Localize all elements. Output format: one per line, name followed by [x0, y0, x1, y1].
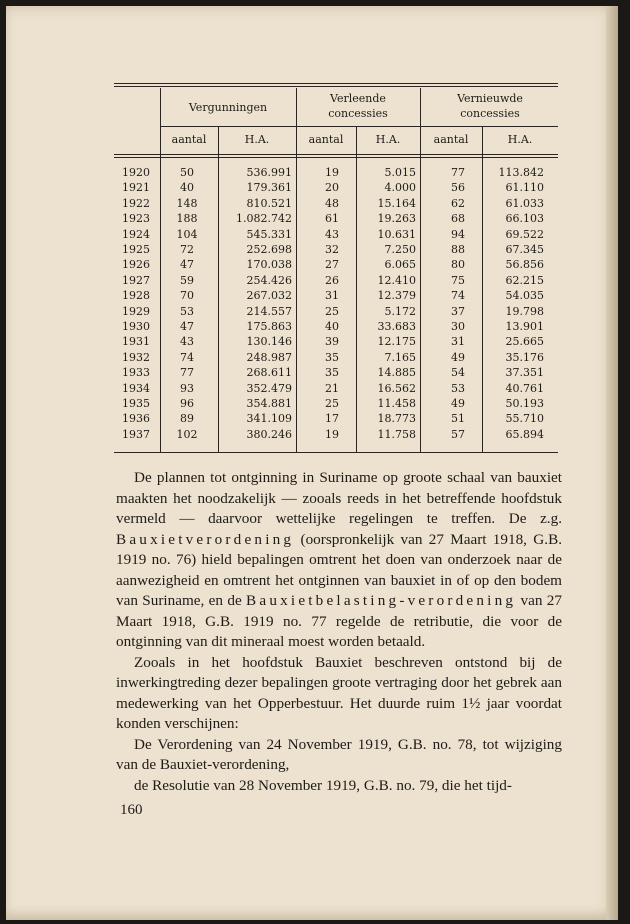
page-number: 160	[120, 802, 143, 818]
verleende-ha-cell: 12.175	[377, 335, 416, 349]
vernieuwde-ha-cell: 54.035	[505, 289, 544, 303]
vergunningen-aantal-cell: 43	[180, 335, 194, 349]
verleende-aantal-cell: 21	[325, 381, 339, 395]
vergunningen-aantal-cell: 47	[180, 320, 194, 333]
vergunningen-ha-cell: 130.146	[246, 335, 292, 349]
vernieuwde-aantal-cell: 62	[451, 196, 465, 210]
table-row	[6, 165, 618, 180]
table-row	[6, 334, 618, 349]
vernieuwde-aantal-cell: 57	[451, 427, 465, 441]
verleende-ha-cell: 11.458	[377, 397, 416, 410]
year-cell: 1927	[122, 273, 150, 287]
verleende-aantal-cell: 26	[325, 273, 339, 287]
vergunningen-ha-cell: 1.082.742	[236, 212, 292, 226]
vernieuwde-ha-cell: 35.176	[505, 350, 544, 364]
verleende-ha-cell: 10.631	[377, 227, 416, 241]
vernieuwde-ha-cell: 56.856	[505, 258, 544, 272]
vergunningen-ha-cell: 214.557	[246, 304, 292, 318]
vergunningen-aantal-cell: 70	[180, 289, 194, 303]
page-spine-shadow	[606, 6, 618, 920]
verleende-aantal-cell: 19	[325, 166, 339, 179]
paragraph: de Resolutie van 28 November 1919, G.B. no. 79, die het tijd-	[134, 776, 512, 794]
vergunningen-aantal-cell: 148	[176, 196, 198, 210]
year-cell: 1933	[122, 366, 150, 380]
subheader-aantal: aantal	[171, 133, 207, 146]
text-span: (oorspronkelijk van 27 Maart 1918, G.B. 1919 no. 76) hield bepalingen omtrent het doen van onderzoek naar de aanwezigheid en omtrent het ontginnen van bauxiet in of op den bodem van Suriname, en de	[116, 530, 562, 609]
verleende-ha-cell: 14.885	[377, 366, 416, 380]
vergunningen-aantal-cell: 59	[180, 273, 194, 287]
verleende-aantal-cell: 48	[325, 196, 339, 210]
vernieuwde-aantal-cell: 77	[451, 166, 465, 179]
verleende-ha-cell: 11.758	[377, 427, 416, 441]
vernieuwde-aantal-cell: 54	[451, 366, 465, 380]
vernieuwde-aantal-cell: 37	[451, 304, 465, 318]
year-cell: 1921	[122, 181, 150, 195]
subheader-aantal: aantal	[433, 133, 469, 146]
verleende-aantal-cell: 61	[325, 212, 339, 226]
verleende-ha-cell: 33.683	[377, 320, 416, 333]
subheader-ha: H.A.	[244, 133, 270, 146]
table-top-rule	[114, 83, 558, 84]
vernieuwde-aantal-cell: 74	[451, 289, 465, 303]
table-row	[6, 227, 618, 242]
vernieuwde-aantal-cell: 80	[451, 258, 465, 272]
vernieuwde-aantal-cell: 51	[451, 412, 465, 426]
verleende-ha-cell: 12.410	[377, 273, 416, 287]
verleende-aantal-cell: 43	[325, 227, 339, 241]
vergunningen-ha-cell: 536.991	[246, 166, 292, 179]
vernieuwde-ha-cell: 65.894	[505, 427, 544, 441]
vernieuwde-ha-cell: 40.761	[505, 381, 544, 395]
vergunningen-aantal-cell: 53	[180, 304, 194, 318]
table-row	[6, 273, 618, 288]
verleende-ha-cell: 19.263	[377, 212, 416, 226]
table-row	[6, 180, 618, 195]
verleende-aantal-cell: 17	[325, 412, 339, 426]
vernieuwde-ha-cell: 50.193	[505, 397, 544, 410]
header-verleende-line2: concessies	[328, 107, 388, 120]
vernieuwde-aantal-cell: 53	[451, 381, 465, 395]
table-row	[6, 396, 618, 411]
book-page	[6, 6, 618, 920]
vergunningen-aantal-cell: 96	[180, 397, 194, 410]
verleende-aantal-cell: 40	[325, 320, 339, 333]
verleende-aantal-cell: 19	[325, 427, 339, 441]
vergunningen-aantal-cell: 50	[180, 166, 194, 179]
header-verleende-line1: Verleende	[330, 92, 386, 105]
vergunningen-aantal-cell: 74	[180, 350, 194, 364]
vernieuwde-aantal-cell: 49	[451, 397, 465, 410]
vernieuwde-ha-cell: 61.110	[505, 181, 544, 195]
year-cell: 1923	[122, 212, 150, 226]
table-row	[6, 196, 618, 211]
verleende-aantal-cell: 32	[325, 243, 339, 256]
vergunningen-ha-cell: 352.479	[246, 381, 292, 395]
year-cell: 1935	[122, 397, 150, 410]
vernieuwde-ha-cell: 19.798	[505, 304, 544, 318]
verleende-ha-cell: 6.065	[384, 258, 416, 272]
verleende-ha-cell: 12.379	[377, 289, 416, 303]
verleende-aantal-cell: 35	[325, 350, 339, 364]
table-row	[6, 242, 618, 257]
paragraph: Zooals in het hoofdstuk Bauxiet beschreven ontstond bij de inwerkingtreding dezer bepalingen groote vertraging door het gebrek aan medewerking van het Opperbestuur. Het duurde ruim 1½ jaar voordat konden verschijnen:	[116, 653, 562, 732]
vergunningen-aantal-cell: 47	[180, 258, 194, 272]
table-top-rule-2	[114, 86, 558, 87]
vergunningen-aantal-cell: 104	[176, 227, 198, 241]
verleende-aantal-cell: 27	[325, 258, 339, 272]
vergunningen-ha-cell: 254.426	[246, 273, 292, 287]
spaced-term: Bauxietverordening	[116, 530, 295, 548]
vergunningen-aantal-cell: 40	[180, 181, 194, 195]
verleende-aantal-cell: 25	[325, 304, 339, 318]
vergunningen-ha-cell: 268.611	[246, 366, 292, 380]
verleende-ha-cell: 5.015	[384, 166, 416, 179]
table-row	[6, 381, 618, 396]
year-cell: 1922	[122, 196, 150, 210]
year-cell: 1924	[122, 227, 150, 241]
vergunningen-aantal-cell: 102	[176, 427, 198, 441]
vergunningen-ha-cell: 380.246	[246, 427, 292, 441]
year-cell: 1931	[122, 335, 150, 349]
verleende-ha-cell: 16.562	[377, 381, 416, 395]
vergunningen-ha-cell: 267.032	[246, 289, 292, 303]
table-row	[6, 304, 618, 319]
table-row	[6, 319, 618, 334]
subheader-ha: H.A.	[375, 133, 401, 146]
header-vernieuwde-line1: Vernieuwde	[457, 92, 523, 105]
subheader-aantal: aantal	[308, 133, 344, 146]
verleende-ha-cell: 5.172	[384, 304, 416, 318]
verleende-aantal-cell: 31	[325, 289, 339, 303]
year-cell: 1928	[122, 289, 150, 303]
year-cell: 1920	[122, 166, 150, 179]
vergunningen-ha-cell: 341.109	[246, 412, 292, 426]
year-cell: 1925	[122, 243, 150, 256]
header-vergunningen: Vergunningen	[188, 101, 268, 114]
vernieuwde-ha-cell: 66.103	[505, 212, 544, 226]
vergunningen-ha-cell: 175.863	[246, 320, 292, 333]
body-text	[116, 468, 562, 796]
vergunningen-ha-cell: 545.331	[246, 227, 292, 241]
vernieuwde-ha-cell: 13.901	[505, 320, 544, 333]
vergunningen-aantal-cell: 93	[180, 381, 194, 395]
header-bottom-rule	[114, 154, 558, 155]
vergunningen-ha-cell: 248.987	[246, 350, 292, 364]
table-row	[6, 411, 618, 426]
vernieuwde-ha-cell: 69.522	[505, 227, 544, 241]
paragraph: De Verordening van 24 November 1919, G.B. no. 78, tot wijziging van de Bauxiet-verordening,	[116, 735, 562, 773]
year-cell: 1934	[122, 381, 150, 395]
vernieuwde-ha-cell: 61.033	[505, 196, 544, 210]
vernieuwde-ha-cell: 25.665	[505, 335, 544, 349]
verleende-ha-cell: 7.165	[384, 350, 416, 364]
vernieuwde-ha-cell: 67.345	[505, 243, 544, 256]
vergunningen-aantal-cell: 77	[180, 366, 194, 380]
header-vernieuwde-line2: concessies	[460, 107, 520, 120]
header-bottom-rule-2	[114, 157, 558, 158]
vergunningen-ha-cell: 354.881	[246, 397, 292, 410]
table-row	[6, 350, 618, 365]
table-row	[6, 427, 618, 442]
verleende-ha-cell: 18.773	[377, 412, 416, 426]
table-row	[6, 288, 618, 303]
verleende-aantal-cell: 39	[325, 335, 339, 349]
table-row	[6, 211, 618, 226]
text-span: van 27 Maart 1918, G.B. 1919 no. 77 regelde de retributie, die voor de ontginning van dit mineraal moest worden betaald.	[116, 592, 562, 650]
table-row	[6, 365, 618, 380]
vernieuwde-aantal-cell: 30	[451, 320, 465, 333]
subheader-ha: H.A.	[507, 133, 533, 146]
header-mid-rule	[160, 126, 558, 127]
vernieuwde-aantal-cell: 56	[451, 181, 465, 195]
vernieuwde-aantal-cell: 68	[451, 212, 465, 226]
year-cell: 1932	[122, 350, 150, 364]
vergunningen-aantal-cell: 89	[180, 412, 194, 426]
verleende-ha-cell: 7.250	[384, 243, 416, 256]
verleende-ha-cell: 15.164	[377, 196, 416, 210]
vernieuwde-ha-cell: 55.710	[505, 412, 544, 426]
verleende-aantal-cell: 35	[325, 366, 339, 380]
spaced-term: Bauxietbelasting-verordening	[246, 592, 517, 609]
verleende-aantal-cell: 25	[325, 397, 339, 410]
year-cell: 1937	[122, 427, 150, 441]
vernieuwde-aantal-cell: 75	[451, 273, 465, 287]
year-cell: 1929	[122, 304, 150, 318]
paragraph	[116, 468, 562, 653]
vernieuwde-ha-cell: 62.215	[505, 273, 544, 287]
year-cell: 1926	[122, 258, 150, 272]
vergunningen-ha-cell: 179.361	[246, 181, 292, 195]
vernieuwde-aantal-cell: 31	[451, 335, 465, 349]
vergunningen-aantal-cell: 72	[180, 243, 194, 256]
verleende-aantal-cell: 20	[325, 181, 339, 195]
vergunningen-ha-cell: 170.038	[246, 258, 292, 272]
vergunningen-aantal-cell: 188	[176, 212, 198, 226]
year-cell: 1930	[122, 320, 150, 333]
year-cell: 1936	[122, 412, 150, 426]
table-bottom-rule	[114, 452, 558, 453]
vernieuwde-aantal-cell: 88	[451, 243, 465, 256]
vernieuwde-aantal-cell: 49	[451, 350, 465, 364]
table-row	[6, 257, 618, 272]
vernieuwde-ha-cell: 37.351	[505, 366, 544, 380]
vernieuwde-aantal-cell: 94	[451, 227, 465, 241]
vernieuwde-ha-cell: 113.842	[498, 166, 544, 179]
vergunningen-ha-cell: 252.698	[246, 243, 292, 256]
text-span: De plannen tot ontginning in Suriname op groote schaal van bauxiet maakten het noodzakelijk — zooals reeds in het betreffende hoofdstuk vermeld — daarvoor wettelijke regelingen te treffen. De z.g.	[116, 469, 562, 527]
verleende-ha-cell: 4.000	[384, 181, 416, 195]
vergunningen-ha-cell: 810.521	[246, 196, 292, 210]
